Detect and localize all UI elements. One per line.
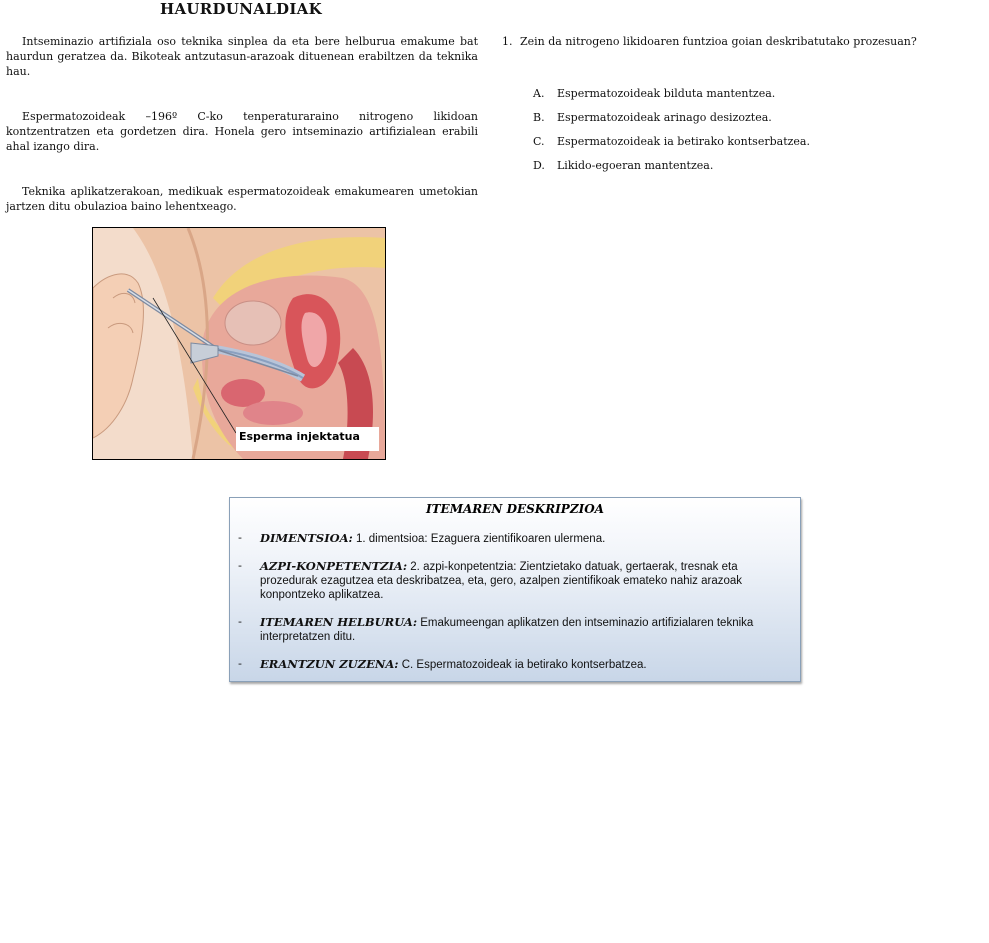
description-text: 1. dimentsioa: Ezaguera zientifikoaren ulermena.	[352, 533, 606, 545]
bullet-dash: -	[238, 559, 242, 572]
intro-paragraph-3: Teknika aplikatzerakoan, medikuak espermatozoideak emakumearen umetokian jartzen ditu obulazioa baino lehentxeago.	[6, 185, 478, 213]
description-label: DIMENTSIOA:	[260, 531, 353, 545]
description-goal	[238, 615, 794, 644]
option-d	[533, 158, 810, 182]
description-label: ERANTZUN ZUZENA:	[260, 657, 399, 671]
question-number: 1.	[502, 35, 513, 48]
option-letter: C.	[533, 135, 545, 148]
page-title: HAURDUNALDIAK	[160, 0, 322, 18]
description-text: 2. azpi-konpetentzia: Zientzietako datuak, gertaerak, tresnak eta prozedurak ezagutzea eta deskribatzea, eta, gero, azalpen zientifikoak emateko nahiz arazoak konpontzeko aplikatzea.	[260, 561, 743, 601]
option-text: Espermatozoideak ia betirako kontserbatzea.	[557, 135, 810, 148]
option-b	[533, 110, 810, 134]
bullet-dash: -	[238, 615, 242, 628]
question-text: Zein da nitrogeno likidoaren funtzioa goian deskribatutako prozesuan?	[520, 35, 917, 48]
option-letter: D.	[533, 159, 545, 172]
description-text: C. Espermatozoideak ia betirako kontserbatzea.	[398, 659, 647, 671]
option-text: Likido-egoeran mantentzea.	[557, 159, 714, 172]
bullet-dash: -	[238, 531, 242, 544]
figure-caption-label: Esperma injektatua	[236, 427, 379, 451]
answer-options	[533, 86, 810, 182]
description-text: Emakumeengan aplikatzen den intseminazio artifizialaren teknika interpretatzen ditu.	[260, 617, 754, 643]
item-description-title: ITEMAREN DESKRIPZIOA	[426, 502, 604, 516]
option-a	[533, 86, 810, 110]
description-correct-answer	[238, 657, 794, 672]
description-label: AZPI-KONPETENTZIA:	[260, 559, 408, 573]
question-stem	[502, 34, 972, 49]
option-text: Espermatozoideak arinago desizoztea.	[557, 111, 772, 124]
option-letter: A.	[533, 87, 545, 100]
bullet-dash: -	[238, 657, 242, 670]
description-label: ITEMAREN HELBURUA:	[260, 615, 418, 629]
intro-paragraph-2: Espermatozoideak –196º C-ko tenperaturaraino nitrogeno likidoan kontzentratzen eta gordetzen dira. Honela gero intseminazio artifizialean erabili ahal izango dira.	[6, 110, 478, 153]
intro-text	[6, 34, 478, 214]
item-description-box	[229, 497, 801, 682]
option-c	[533, 134, 810, 158]
option-text: Espermatozoideak bilduta mantentzea.	[557, 87, 776, 100]
anatomy-drawing	[93, 228, 385, 459]
description-dimension	[238, 531, 794, 546]
intro-paragraph-1: Intseminazio artifiziala oso teknika sinplea da eta bere helburua emakume bat haurdun geratzea da. Bikoteak antzutasun-arazoak dituenean erabiltzen da teknika hau.	[6, 35, 478, 78]
option-letter: B.	[533, 111, 545, 124]
description-subcompetence	[238, 559, 794, 602]
insemination-illustration	[92, 227, 386, 460]
